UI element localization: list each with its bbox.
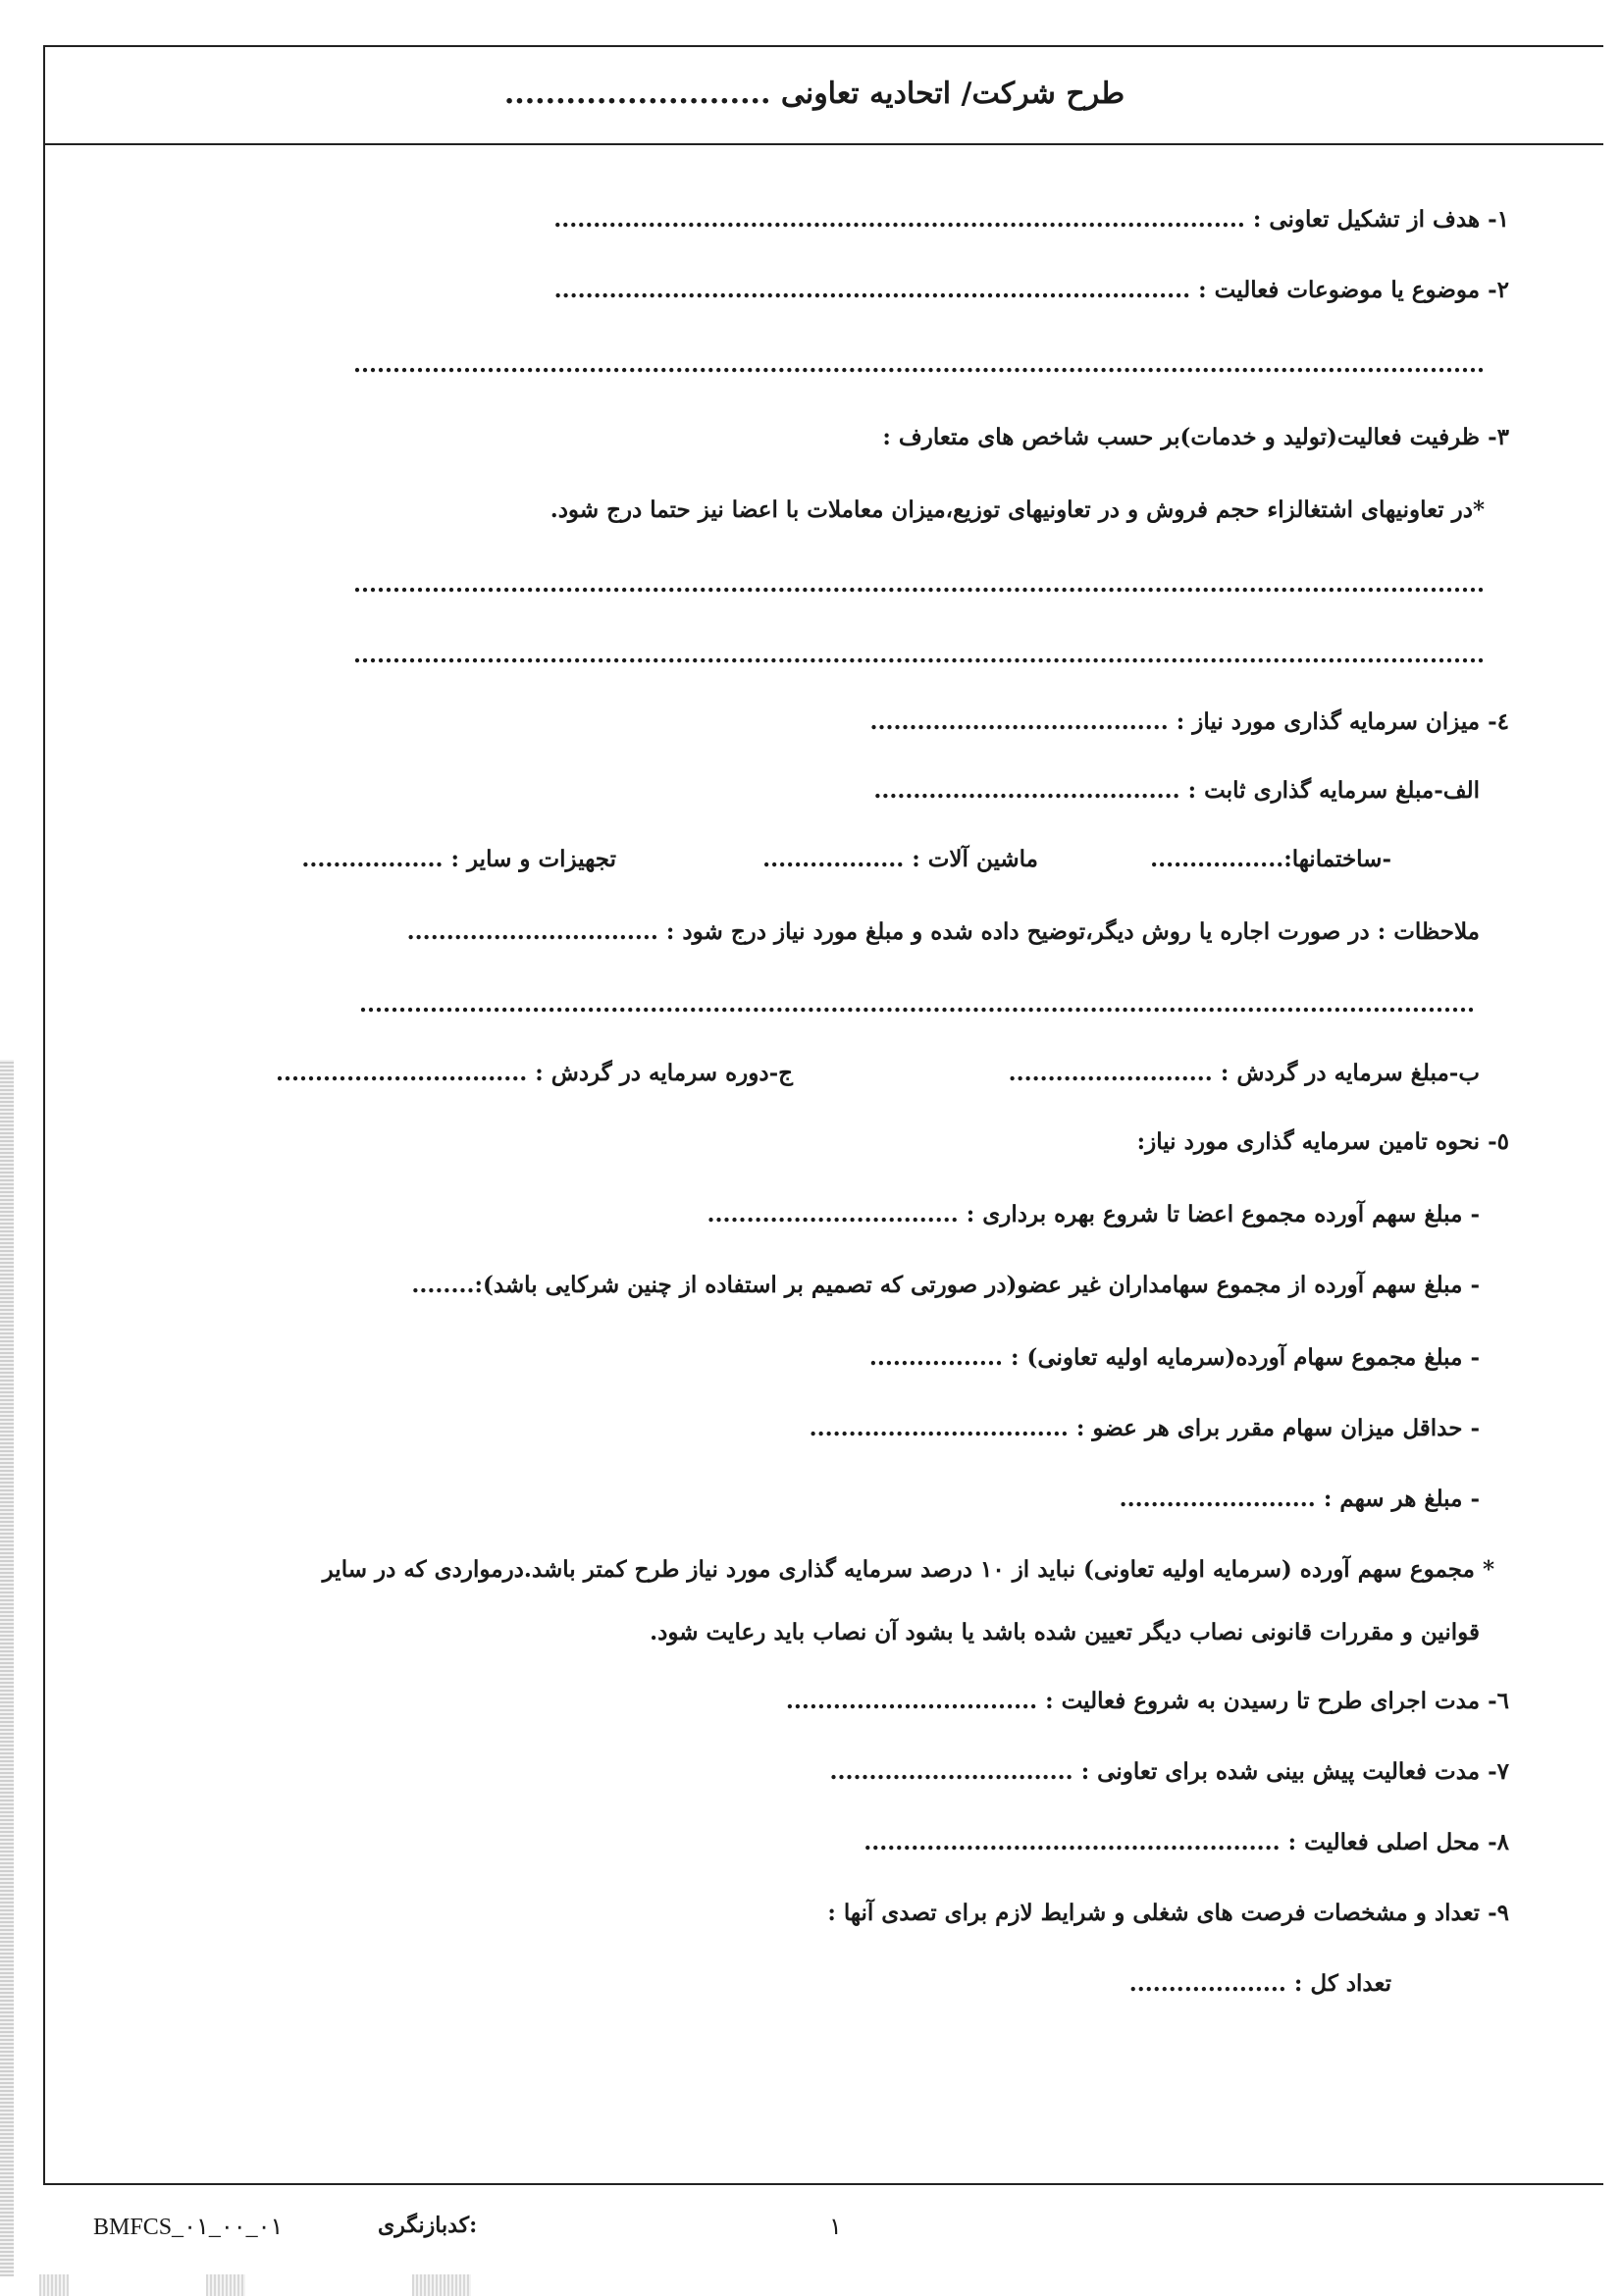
- working-capital-amount: ب-مبلغ سرمایه در گردش : ..........................: [1008, 1060, 1480, 1086]
- revision-code-value: BMFCS_٠١_٠٠_٠١: [93, 2215, 284, 2240]
- fill-line: ..............................................................................................................................................: [358, 991, 1475, 1018]
- scan-artifact-bottom: [206, 2274, 245, 2296]
- item-3-capacity: ٣- ظرفیت فعالیت(تولید و خدمات)بر حسب شاخص های متعارف :: [882, 424, 1509, 450]
- item-7-activity-period: ٧- مدت فعالیت پیش بینی شده برای تعاونی : ...............................: [829, 1758, 1509, 1785]
- page-number: ١: [829, 2213, 842, 2240]
- page-frame-top: [43, 45, 1603, 47]
- item-1-goal: ١- هدف از تشکیل تعاونی : ........................................................................................: [553, 206, 1509, 233]
- buildings-field: -ساختمانها:.................: [1150, 846, 1391, 872]
- item-9-jobs: ٩- تعداد و مشخصات فرصت های شغلی و شرایط لازم برای تصدی آنها :: [827, 1900, 1509, 1926]
- header-rule: [43, 143, 1603, 145]
- share-note-line-1: * مجموع سهم آورده (سرمایه اولیه تعاونی) نباید از ١٠ درصد سرمایه گذاری مورد نیاز طرح کمتر باشد.درمواردی که در سایر: [322, 1556, 1494, 1583]
- members-share: - مبلغ سهم آورده مجموع اعضا تا شروع بهره برداری : ................................: [706, 1201, 1480, 1227]
- scan-artifact-bottom: [39, 2274, 69, 2296]
- revision-code-label: کدبازنگری:: [378, 2213, 478, 2238]
- minimum-shares: - حداقل میزان سهام مقرر برای هر عضو : .................................: [809, 1415, 1480, 1441]
- equipment-field: تجهیزات و سایر : ..................: [301, 846, 616, 872]
- total-shares: - مبلغ مجموع سهام آورده(سرمایه اولیه تعاونی) : .................: [868, 1344, 1480, 1371]
- capacity-note: *در تعاونیهای اشتغالزاء حجم فروش و در تعاونیهای توزیع،میزان معاملات با اعضا نیز حتما درج شود.: [549, 496, 1485, 523]
- fixed-investment: الف-مبلغ سرمایه گذاری ثابت : .......................................: [873, 777, 1480, 804]
- page-frame-left: [43, 45, 45, 2184]
- scan-artifact-bottom: [412, 2274, 471, 2296]
- fill-line: ................................................................................................................................................: [352, 642, 1485, 668]
- machinery-field: ماشین آلات : ..................: [762, 846, 1038, 872]
- working-capital-period: ج-دوره سرمایه در گردش : ................................: [276, 1060, 793, 1086]
- item-5-financing: ٥- نحوه تامین سرمایه گذاری مورد نیاز:: [1136, 1128, 1509, 1155]
- non-member-share: - مبلغ سهم آورده از مجموع سهامداران غیر عضو(در صورتی که تصمیم بر استفاده از چنین شرکایی باشد):........: [411, 1272, 1480, 1298]
- fill-line: ................................................................................................................................................: [352, 351, 1485, 378]
- share-price: - مبلغ هر سهم : .........................: [1119, 1486, 1480, 1512]
- share-note-line-2: قوانین و مقررات قانونی نصاب دیگر تعیین شده باشد یا بشود آن نصاب باید رعایت شود.: [650, 1619, 1480, 1645]
- item-8-location: ٨- محل اصلی فعالیت : .....................................................: [863, 1829, 1509, 1855]
- total-count: تعداد کل : ....................: [1128, 1970, 1391, 1997]
- item-6-implementation-period: ٦- مدت اجرای طرح تا رسیدن به شروع فعالیت : ................................: [785, 1688, 1509, 1714]
- item-2-activity-subject: ٢- موضوع یا موضوعات فعالیت : .................................................................................: [553, 277, 1509, 303]
- fill-line: ................................................................................................................................................: [352, 571, 1485, 598]
- remarks-field: ملاحظات : در صورت اجاره یا روش دیگر،توضیح داده شده و مبلغ مورد نیاز درج شود : ................................: [406, 918, 1480, 945]
- scan-artifact-edge: [0, 1060, 14, 2276]
- page-title: طرح شرکت/ اتحادیه تعاونی ..........................: [503, 77, 1125, 111]
- footer-rule: [43, 2183, 1603, 2185]
- item-4-investment: ٤- میزان سرمایه گذاری مورد نیاز : ......................................: [869, 708, 1509, 735]
